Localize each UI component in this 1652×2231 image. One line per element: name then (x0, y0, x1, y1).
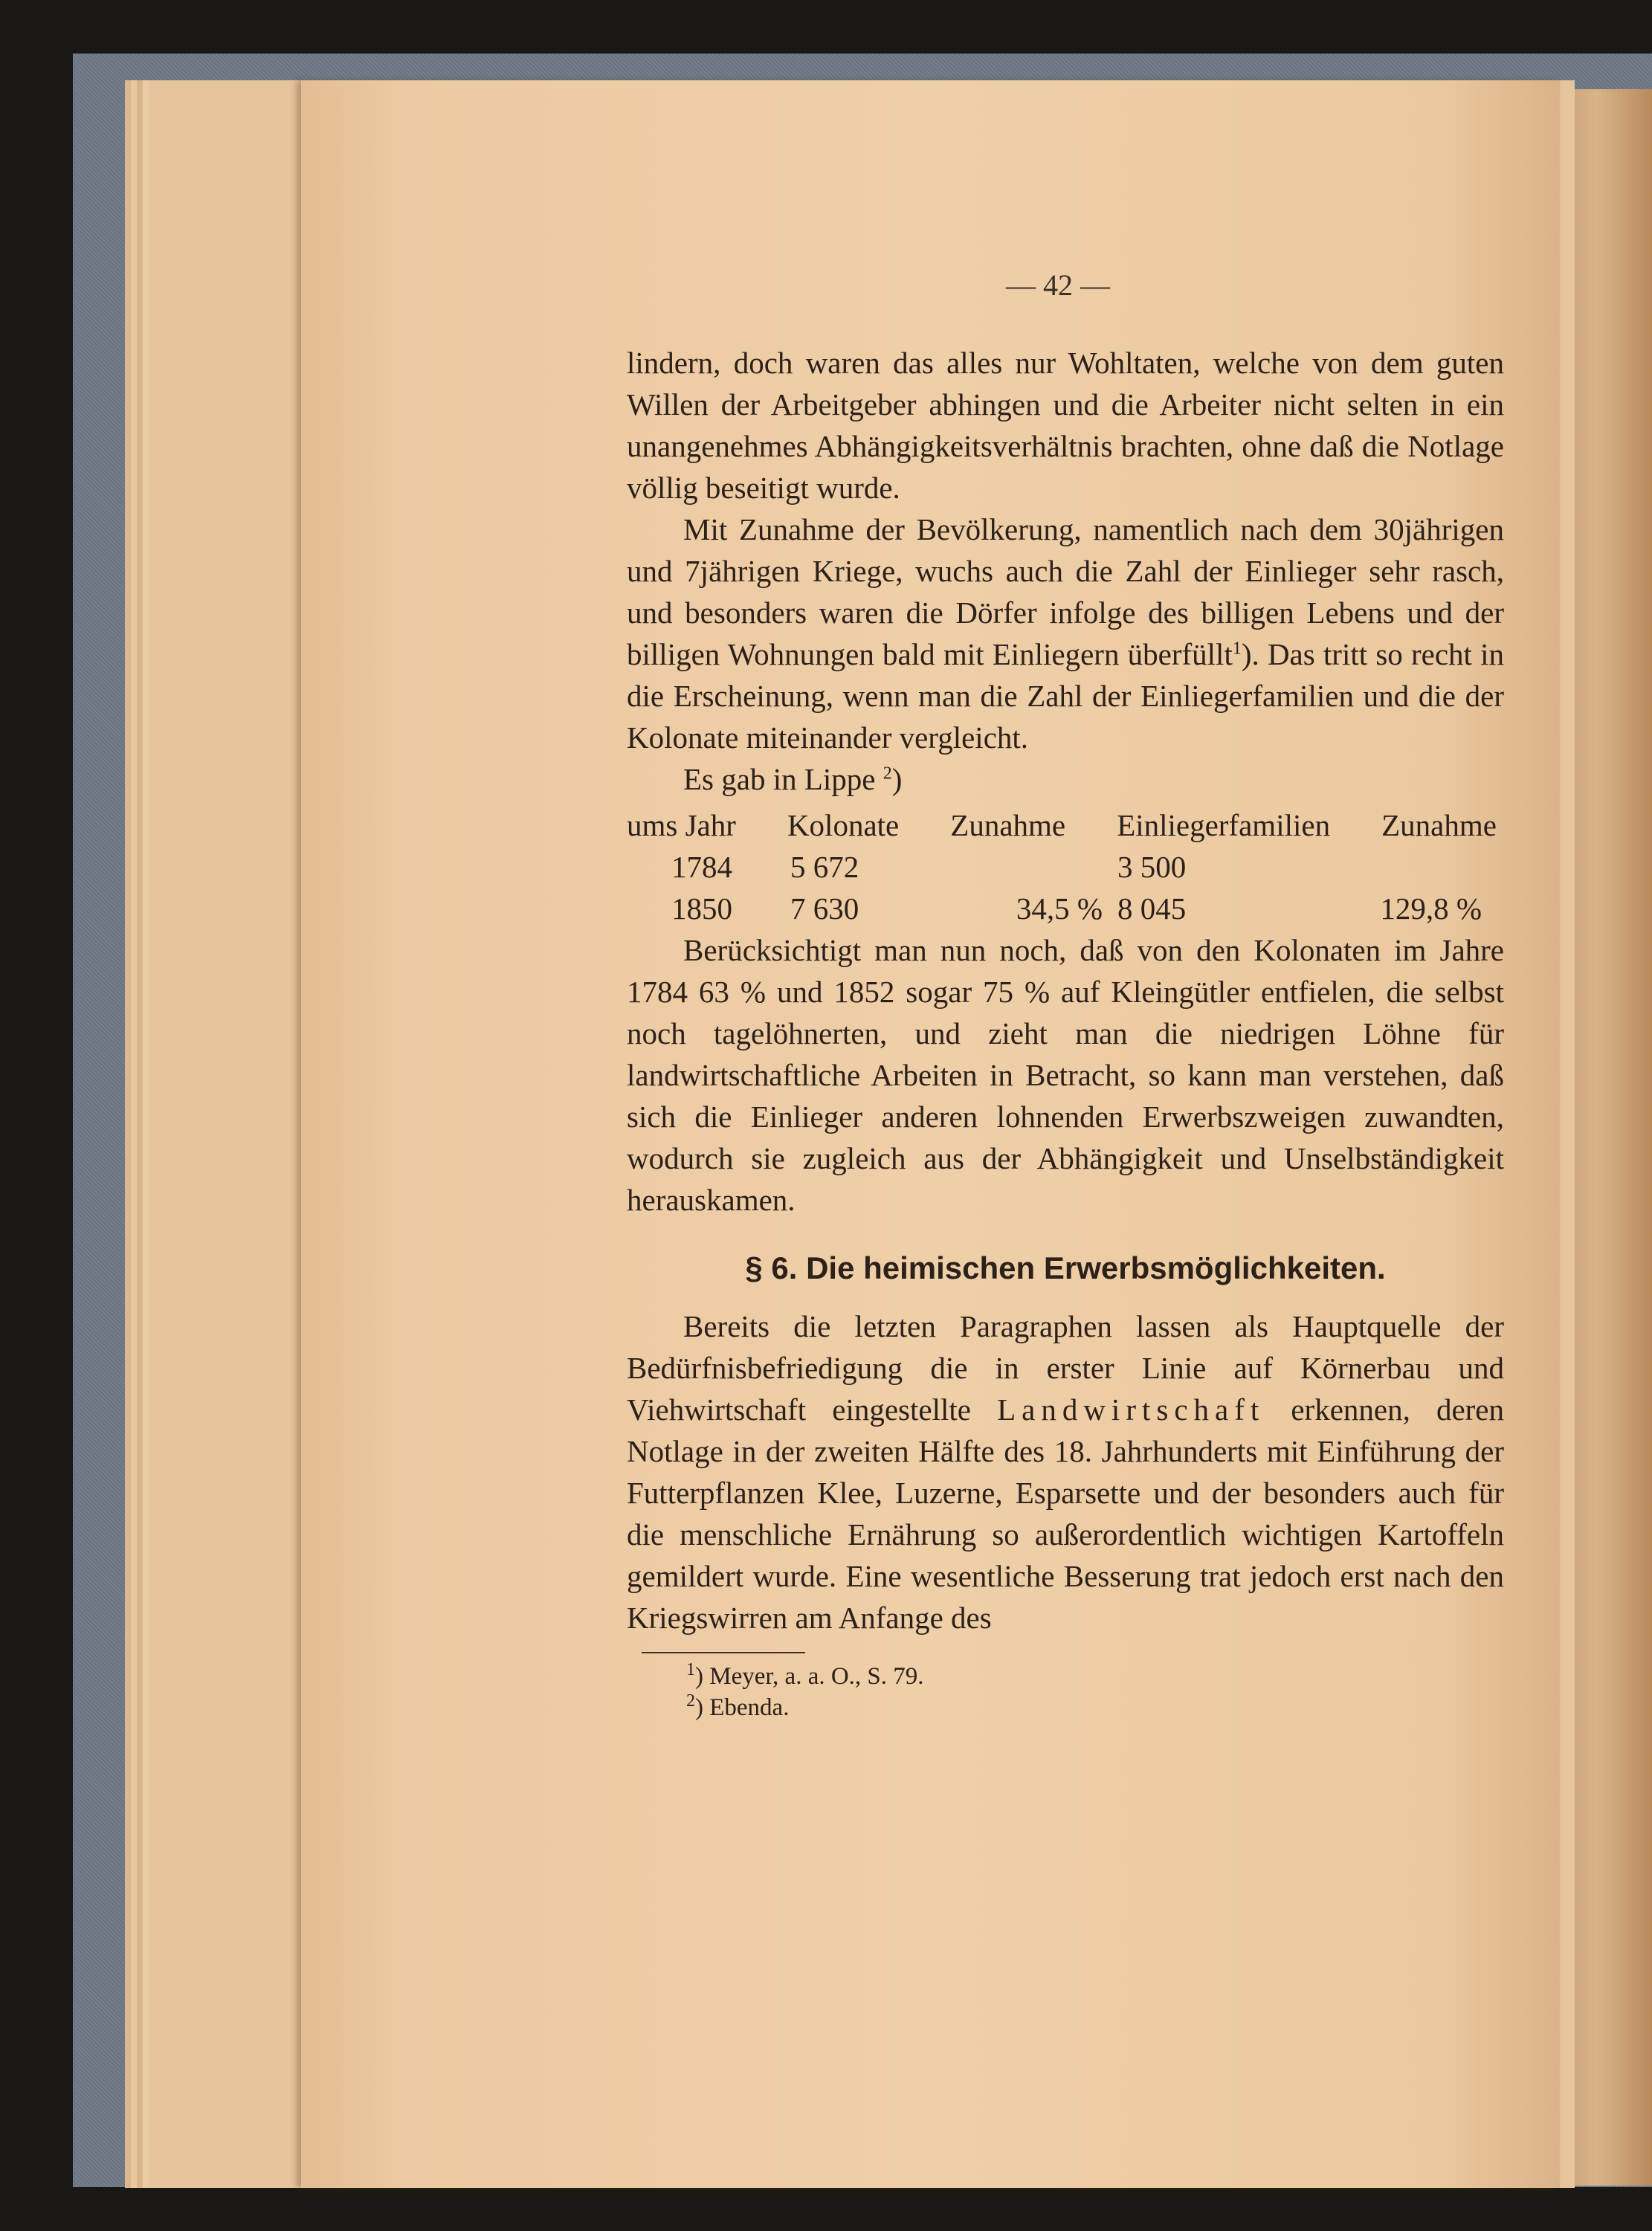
paragraph-2 (627, 508, 1504, 758)
paragraph-4-a: Bereits die letzten Paragraphen lassen als Hauptquelle der Bedürfnisbefriedigung die in erster Linie auf Körnerbau und Viehwirtschaft eingestellte (627, 1309, 1504, 1427)
col-zunahme-1: Zunahme (950, 808, 1066, 842)
section-heading: § 6. Die heimischen Erwerbsmöglichkeiten. (745, 1250, 1386, 1285)
footnote-text: ) Meyer, a. a. O., S. 79. (695, 1663, 924, 1690)
paragraph-4 (627, 1305, 1504, 1638)
table-cell: 1784 (671, 850, 732, 884)
paragraph-2-text: Mit Zunahme der Bevölkerung, namentlich nach dem 30jährigen und 7jährigen Kriege, wuchs auch die Zahl der Einlieger sehr rasch, und besonders waren die Dörfer infolge des billigen Lebens und der billigen Wohnungen bald mit Einliegern überfüllt (627, 512, 1504, 671)
table-cell: 34,5 % (1016, 891, 1103, 926)
footnote-ref-1: 1 (1232, 639, 1242, 659)
table-cell (1311, 846, 1497, 888)
footnote-2 (686, 1692, 1504, 1723)
table-intro-text: Es gab in Lippe (683, 762, 876, 796)
table-header (627, 804, 1504, 846)
col-kolonate: Kolonate (787, 808, 900, 842)
paragraph-1: lindern, doch waren das alles nur Wohltaten, welche von dem guten Willen der Arbeitgeber abhingen und die Arbeiter nicht selten in ein unangenehmes Abhängigkeitsverhältnis brachten, ohne daß die Notlage völlig beseitigt wurde. (627, 346, 1504, 505)
paragraph-2-rest: ). Das tritt so recht in die Erscheinung, wenn man die Zahl der Einliegerfamilien und die der Kolonate miteinander vergleicht. (627, 637, 1505, 755)
table-cell: 8 045 (1117, 891, 1187, 926)
table-cell: 3 500 (1117, 850, 1187, 884)
paragraph-3: Berücksichtigt man nun noch, daß von den Kolonaten im Jahre 1784 63 % und 1852 sogar 75 % auf Kleingütler entfielen, die selbst noch tagelöhnerten, und zieht man die niedrigen Löhne für landwirtschaftliche Arbeiten in Betracht, so kann man verstehen, daß sich die Einlieger anderen lohnenden Erwerbszweigen zuwandten, wodurch sie zugleich aus der Abhängigkeit und Unselbständigkeit herauskamen. (627, 933, 1504, 1217)
table-cell: 7 630 (790, 891, 859, 926)
footnote-rule (642, 1652, 805, 1653)
table-cell (946, 846, 1117, 888)
col-year: ums Jahr (627, 808, 736, 842)
table-intro-end: ) (891, 762, 903, 796)
col-einlieger: Einliegerfamilien (1117, 808, 1331, 842)
table-intro (627, 758, 1504, 800)
table-cell: 129,8 % (1380, 891, 1482, 926)
footnote-mark: 2 (686, 1691, 695, 1711)
page-text (627, 342, 1504, 1723)
footnote-text: ) Ebenda. (695, 1694, 790, 1721)
col-zunahme-2: Zunahme (1381, 808, 1497, 842)
footnote-mark: 1 (686, 1660, 695, 1679)
page-number: — 42 — (1006, 268, 1110, 302)
footnote-ref-2: 2 (883, 763, 892, 784)
table-cell: 5 672 (790, 850, 859, 884)
table-row (671, 846, 1504, 888)
table-row (671, 888, 1504, 929)
footnote-1 (686, 1661, 1504, 1692)
table-cell: 1850 (671, 891, 732, 926)
emphasized-word: Landwirtschaft (997, 1392, 1265, 1427)
paragraph-4-b: erkennen, deren Notlage in der zweiten Hälfte des 18. Jahrhunderts mit Einführung der Futterpflanzen Klee, Luzerne, Esparsette und der besonders auch für die menschliche Ernährung so außerordentlich wichtigen Kartoffeln gemildert wurde. Eine wesentliche Besserung trat jedoch erst nach den Kriegswirren am Anfange des (627, 1392, 1504, 1635)
